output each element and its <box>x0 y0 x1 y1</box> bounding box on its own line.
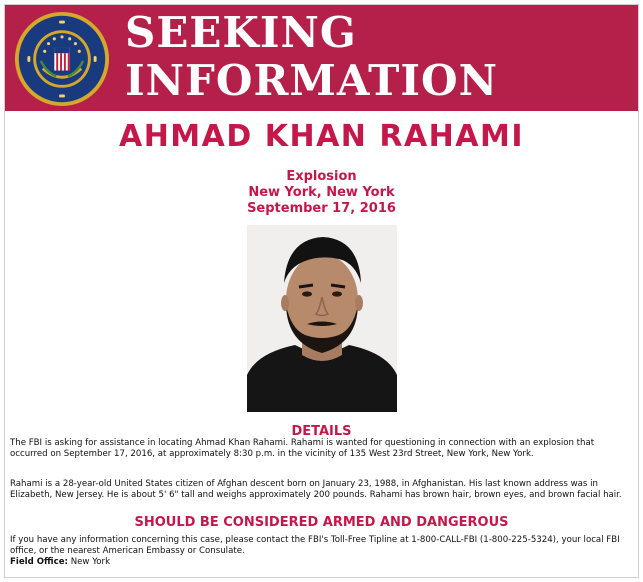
armed-warning: SHOULD BE CONSIDERED ARMED AND DANGEROUS <box>134 515 509 530</box>
banner-title <box>125 9 498 105</box>
details-paragraph-2: Rahami is a 28-year-old United States citizen of Afghan descent born on January 23, 1988, in Afghanistan. His last known address was in Elizabeth, New Jersey. He is about 5' 6" tall and weighs approximately 200 pounds. Rahami has brown hair, brown eyes, and brown facial hair. <box>10 479 622 500</box>
field-office <box>10 557 110 567</box>
subject-crime: Explosion <box>286 169 357 184</box>
banner-title-line2: INFORMATION <box>125 56 499 105</box>
subject-date: September 17, 2016 <box>247 201 396 216</box>
details-paragraph-1: The FBI is asking for assistance in locating Ahmad Khan Rahami. Rahami is wanted for questioning in connection with an explosion that occurred on September 17, 2016, at approximately 8:30 p.m. in the vicinity of 135 West 23rd Street, New York, New York. <box>10 438 595 459</box>
details-heading: DETAILS <box>291 424 352 439</box>
poster-banner <box>5 5 638 111</box>
subject-photo <box>247 225 397 412</box>
fbi-seal-icon <box>14 11 110 107</box>
field-office-value: New York <box>70 557 111 567</box>
poster <box>4 4 639 578</box>
field-office-label: Field Office: <box>10 557 68 567</box>
subject-name: AHMAD KHAN RAHAMI <box>118 119 525 154</box>
contact-text: If you have any information concerning this case, please contact the FBI's Toll-Free Tipline at 1-800-CALL-FBI (1-800-225-5324), your local FBI office, or the nearest American Embassy or Consulate. <box>10 535 620 556</box>
banner-title-line1: SEEKING <box>125 8 357 57</box>
subject-location: New York, New York <box>248 185 395 200</box>
